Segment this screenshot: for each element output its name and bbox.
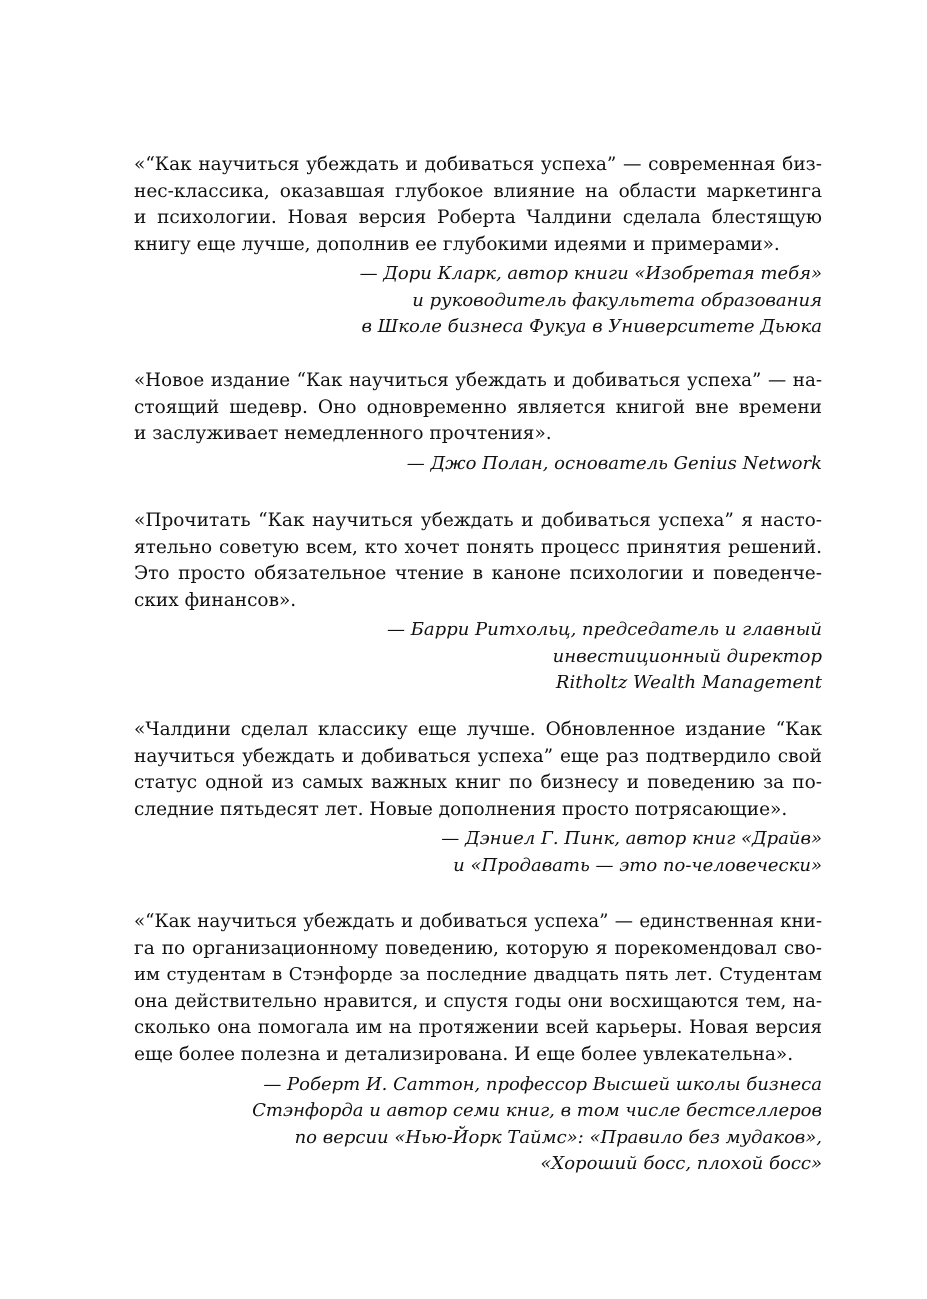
attribution-line: и руководитель факультета образования — [412, 289, 822, 311]
attribution-line: Стэнфорда и автор семи книг, в том числе бестселлеров — [252, 1100, 822, 1122]
quote-line: научиться убеждать и добиваться успеха” еще раз подтвердило свой — [134, 745, 822, 767]
attribution-line: — Джо Полан, основатель Genius Network — [406, 452, 822, 474]
quote-line: сколько она помогала им на протяжении всей карьеры. Новая версия — [134, 1017, 822, 1039]
quote-attribution — [134, 261, 822, 341]
quote-line: и психологии. Новая версия Роберта Чалдини сделала блестящую — [134, 207, 822, 229]
attribution-line: и «Продавать — это по-человечески» — [453, 854, 822, 876]
attribution-line: — Барри Ритхольц, председатель и главный — [386, 619, 822, 641]
attribution-line: — Роберт И. Саттон, профессор Высшей школы бизнеса — [263, 1073, 822, 1095]
blurb-quote-3 — [134, 508, 822, 697]
attribution-line: — Дэниел Г. Пинк, автор книг «Драйв» — [441, 828, 822, 850]
quote-line: статус одной из самых важных книг по бизнесу и поведению за по- — [134, 772, 822, 794]
quote-line: и заслуживает немедленного прочтения». — [134, 423, 552, 445]
quote-line: «Прочитать “Как научиться убеждать и добиваться успеха” я насто- — [134, 510, 822, 531]
quote-line: следние пятьдесят лет. Новые дополнения просто потрясающие». — [134, 798, 788, 820]
blurb-quote-1 — [134, 152, 822, 341]
quote-attribution — [134, 617, 822, 697]
quote-line: «“Как научиться убеждать и добиваться успеха” — современная биз- — [134, 154, 822, 175]
attribution-line: Ritholtz Wealth Management — [555, 672, 822, 694]
quote-line: еще более полезна и детализирована. И еще более увлекательна». — [134, 1043, 794, 1065]
blurb-quote-2 — [134, 368, 822, 477]
quote-line: га по организационному поведению, которую я порекомендовал сво- — [134, 937, 822, 959]
quote-line: «Новое издание “Как научиться убеждать и добиваться успеха” — на- — [134, 370, 822, 391]
quote-line: «Чалдини сделал классику еще лучше. Обновленное издание “Как — [134, 719, 822, 740]
attribution-line: — Дори Кларк, автор книги «Изобретая тебя» — [359, 263, 822, 285]
quote-line: нес-классика, оказавшая глубокое влияние на области маркетинга — [134, 180, 822, 202]
blurb-quote-4 — [134, 717, 822, 879]
quote-line: книгу еще лучше, дополнив ее глубокими идеями и примерами». — [134, 233, 780, 255]
quote-line: стоящий шедевр. Оно одновременно является книгой вне времени — [134, 396, 822, 418]
quote-attribution — [134, 451, 822, 478]
quote-line: Это просто обязательное чтение в каноне психологии и поведенче- — [134, 563, 822, 585]
quote-line: ских финансов». — [134, 589, 297, 611]
attribution-line: в Школе бизнеса Фукуа в Университете Дьюка — [361, 316, 822, 338]
attribution-line: по версии «Нью-Йорк Таймс»: «Правило без мудаков», — [294, 1126, 822, 1148]
quote-line: ятельно советую всем, кто хочет понять процесс принятия решений. — [134, 536, 822, 558]
attribution-line: «Хороший босс, плохой босс» — [540, 1153, 822, 1175]
attribution-line: инвестиционный директор — [552, 645, 822, 667]
quote-line: она действительно нравится, и спустя годы они восхищаются тем, на- — [134, 990, 822, 1012]
quote-line: «“Как научиться убеждать и добиваться успеха” — единственная кни- — [134, 911, 822, 932]
blurb-quote-5 — [134, 909, 822, 1178]
quote-attribution — [134, 826, 822, 879]
quote-attribution — [134, 1072, 822, 1178]
quote-line: им студентам в Стэнфорде за последние двадцать пять лет. Студентам — [134, 964, 822, 986]
